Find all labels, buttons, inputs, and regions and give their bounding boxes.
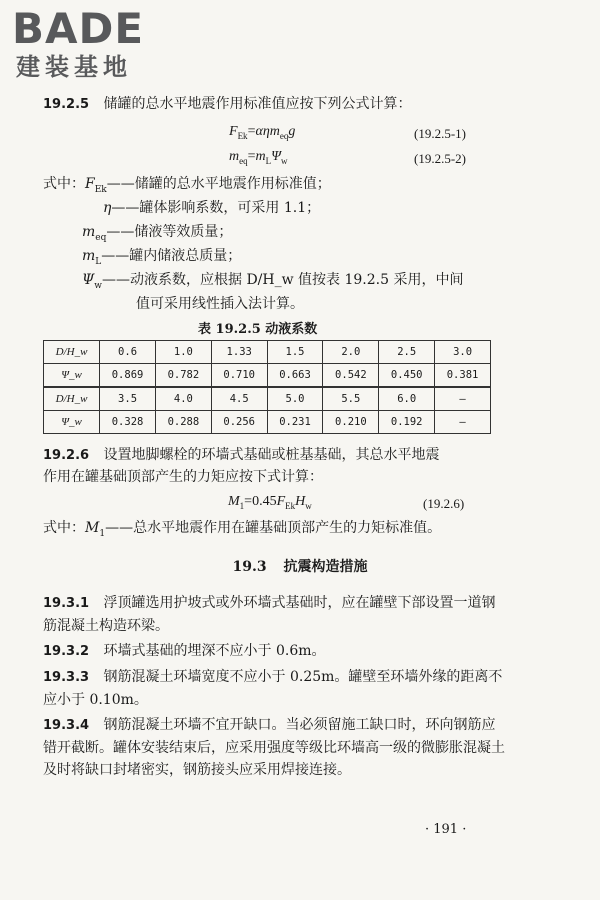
definition-eta: η——罐体影响系数，可采用 1.1； (103, 200, 321, 216)
row-header-dh: D/H_w (44, 341, 100, 364)
equation-number: (19.2.6) (423, 496, 465, 511)
table-row (44, 364, 491, 388)
row-header-psi: Ψ_w (44, 411, 100, 434)
table-cell: 0.256 (211, 411, 267, 434)
table-cell: 0.450 (379, 364, 435, 388)
table-cell: 2.0 (323, 341, 379, 364)
table-cell: — (435, 387, 491, 411)
dynamic-liquid-coefficient-table (43, 340, 491, 434)
table-cell: 6.0 (379, 387, 435, 411)
clause-number: 19.3.4 (43, 718, 90, 733)
table-cell: 0.328 (100, 411, 156, 434)
table-cell: 0.542 (323, 364, 379, 388)
table-cell: — (435, 411, 491, 434)
page-number: · 191 · (425, 822, 467, 837)
clause-19-2-6 (43, 444, 440, 467)
clause-19-3-3 (43, 666, 505, 711)
clause-number: 19.3.3 (43, 670, 90, 685)
table-cell: 0.869 (100, 364, 156, 388)
table-cell: 0.210 (323, 411, 379, 434)
clause-number: 19.2.5 (43, 97, 90, 112)
table-cell: 5.0 (267, 387, 323, 411)
clause-19-3-4 (43, 714, 505, 781)
equation-19-2-5-2: $m_{eq}=m_L\Psi_w$ (229, 149, 288, 166)
definition-continuation: 值可采用线性插入法计算。 (136, 296, 304, 312)
clause-text: 钢筋混凝土环墙不宜开缺口。当必须留施工缺口时，环向钢筋应错开截断。罐体安装结束后，应采用强度等级比环墙高一级的微膨胀混凝土及时将缺口封堵密实，钢筋接头应采用焊接连接。 (43, 717, 505, 778)
equation-number: (19.2.5-1) (414, 126, 466, 141)
clause-number: 19.3.1 (43, 596, 90, 611)
section-number: 19.3 (232, 559, 267, 575)
table-cell: 0.231 (267, 411, 323, 434)
table-cell: 0.782 (155, 364, 211, 388)
clause-text: 钢筋混凝土环墙宽度不应小于 0.25m。罐壁至环墙外缘的距离不应小于 0.10m。 (43, 669, 503, 708)
clause-text: 储罐的总水平地震作用标准值应按下列公式计算： (103, 96, 412, 112)
definition-f-ek: 式中：$F_{Ek}——$储罐的总水平地震作用标准值； (43, 176, 331, 195)
clause-19-2-5-heading (43, 94, 412, 115)
table-cell: 0.6 (100, 341, 156, 364)
table-cell: 0.663 (267, 364, 323, 388)
bade-logo (12, 6, 144, 82)
equation-19-2-5-1: $F_{Ek}=\alpha\eta m_{eq}g$ (229, 124, 296, 141)
row-header-dh: D/H_w (44, 387, 100, 411)
definition-psi-w: $\Psi_w——$动液系数，应根据 D/H_w 值按表 19.2.5 采用，中间 (82, 272, 464, 291)
table-caption: 表 19.2.5 动液系数 (198, 322, 318, 337)
table-cell: 3.5 (100, 387, 156, 411)
equation-19-2-6: $M_1=0.45F_{Ek}H_w$ (228, 494, 312, 511)
clause-number: 19.3.2 (43, 644, 90, 659)
table-cell: 4.0 (155, 387, 211, 411)
definition-m1: 式中：$M_1——$总水平地震作用在罐基础顶部产生的力矩标准值。 (43, 520, 442, 539)
table-cell: 0.710 (211, 364, 267, 388)
table-cell: 0.381 (435, 364, 491, 388)
table-cell: 5.5 (323, 387, 379, 411)
equation-number: (19.2.5-2) (414, 151, 466, 166)
logo-subtitle: 建装基地 (16, 53, 132, 81)
clause-text: 环墙式基础的埋深不应小于 0.6m。 (103, 643, 326, 659)
table-cell: 1.33 (211, 341, 267, 364)
table-row (44, 341, 491, 364)
table-cell: 0.288 (155, 411, 211, 434)
table-cell: 0.192 (379, 411, 435, 434)
definition-m-eq: $m_{eq}——$储液等效质量； (82, 224, 233, 243)
definition-m-l: $m_L——$罐内储液总质量； (82, 248, 242, 267)
table-row (44, 387, 491, 411)
section-title: 抗震构造措施 (283, 559, 368, 575)
logo-wordmark: BADE (12, 4, 145, 53)
table-row (44, 411, 491, 434)
clause-text: 设置地脚螺栓的环墙式基础或桩基基础，其总水平地震 (103, 447, 440, 463)
row-header-psi: Ψ_w (44, 364, 100, 388)
clause-19-3-1 (43, 592, 505, 637)
clause-number: 19.2.6 (43, 448, 90, 463)
table-cell: 2.5 (379, 341, 435, 364)
table-cell: 1.5 (267, 341, 323, 364)
table-cell: 4.5 (211, 387, 267, 411)
table-cell: 3.0 (435, 341, 491, 364)
table-cell: 1.0 (155, 341, 211, 364)
clause-text: 浮顶罐选用护坡式或外环墙式基础时，应在罐壁下部设置一道钢筋混凝土构造环梁。 (43, 595, 496, 634)
clause-19-2-6-line2: 作用在罐基础顶部产生的力矩应按下式计算： (43, 469, 323, 485)
clause-19-3-2 (43, 640, 505, 663)
section-heading (0, 556, 600, 576)
